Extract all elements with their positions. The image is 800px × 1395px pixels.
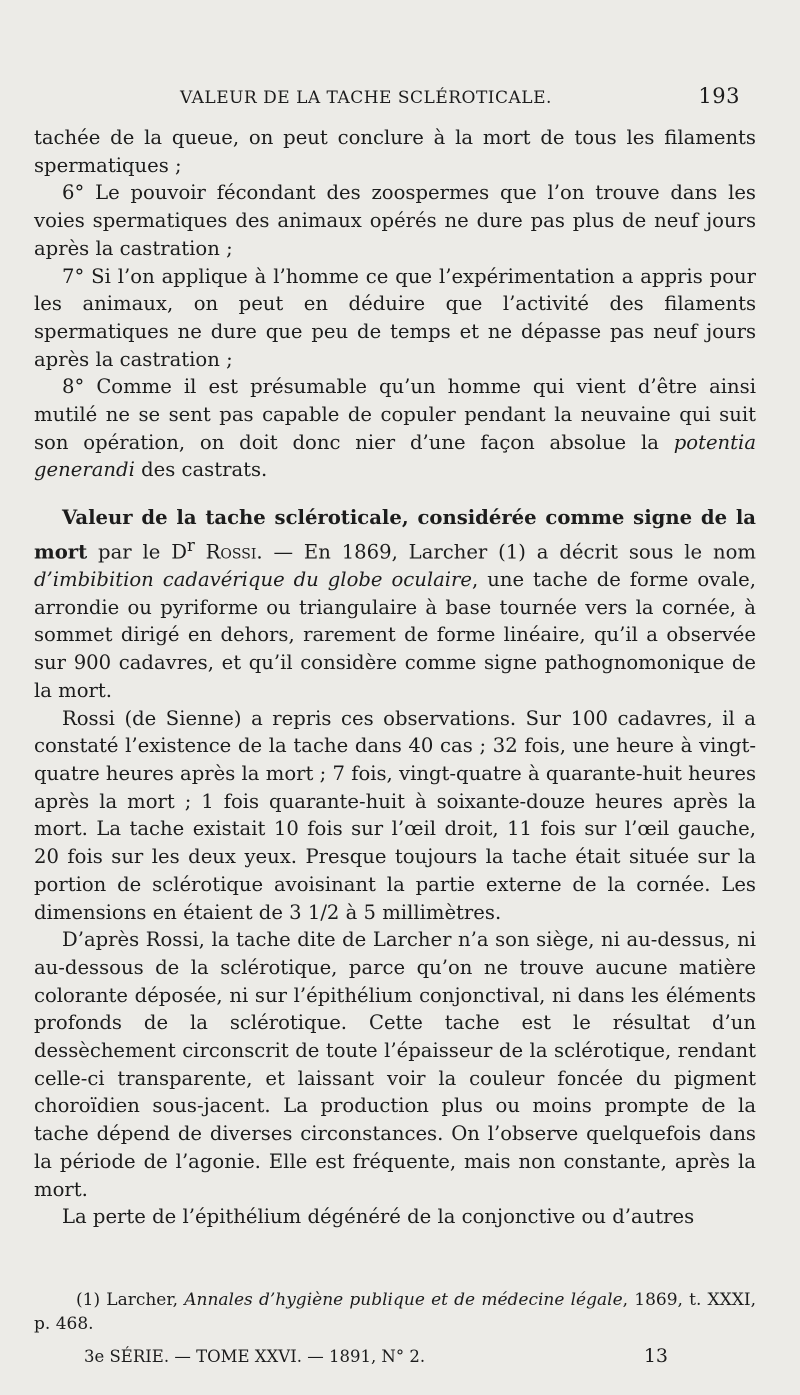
paragraph-8: La perte de l’épithélium dégénéré de la conjonctive ou d’autres: [62, 1205, 695, 1229]
paragraph-5-italic: d’imbibition cadavérique du globe oculaire: [34, 568, 473, 592]
running-title: VALEUR DE LA TACHE SCLÉROTICALE.: [180, 88, 552, 108]
footnote-text-a: (1) Larcher,: [76, 1290, 185, 1310]
paragraph-4: [34, 373, 756, 484]
footnote-italic: Annales d’hygiène publique et de médecine légale: [184, 1290, 623, 1310]
signature-mark: 13: [643, 1345, 668, 1367]
paragraph-5-sup: r: [186, 535, 195, 555]
paragraph-4-text-a: 8° Comme il est présumable qu’un homme qui vient d’être ainsi mutilé ne se sent pas capable de copuler pendant la neuvaine qui suit son opération, on doit donc nier d’une façon absolue la: [34, 375, 756, 454]
paragraph-5-text-a: par le D: [87, 540, 187, 564]
paragraph-5: [34, 504, 756, 704]
paragraph-2: 6° Le pouvoir fécondant des zoospermes que l’on trouve dans les voies spermatiques des animaux opérés ne dure pas plus de neuf jours après la castration ;: [34, 181, 756, 260]
page-number: 193: [698, 84, 740, 108]
footnote-text-b: , 1869, t. XXXI, p. 468.: [34, 1290, 756, 1334]
paragraph-5-text-b: . — En 1869, Larcher (1) a décrit sous le nom: [256, 540, 756, 564]
series-line: 3e SÉRIE. — TOME XXVI. — 1891, N° 2.: [84, 1347, 426, 1366]
paragraph-4-italic: potentia generandi: [34, 430, 756, 482]
page-header: [180, 84, 740, 114]
paragraph-1: tachée de la queue, on peut conclure à la mort de tous les filaments spermatiques ;: [34, 126, 756, 177]
paragraph-6: Rossi (de Sienne) a repris ces observations. Sur 100 cadavres, il a constaté l’existence de la tache dans 40 cas ; 32 fois, une heure à vingt-quatre heures après la mort ; 7 fois, vingt-quatre à quarante-huit heures après la mort ; 1 fois quarante-huit à soixante-douze heures après la mort. La tache existait 10 fois sur l’œil droit, 11 fois sur l’œil gauche, 20 fois sur les deux yeux. Presque toujours la tache était située sur la portion de sclérotique avoisinant la partie externe de la cornée. Les dimensions en étaient de 3 1/2 à 5 millimètres.: [34, 706, 756, 924]
body-text: [34, 124, 756, 1231]
section-heading: Valeur de la tache scléroticale, considérée comme signe de la mort: [34, 506, 756, 564]
paragraph-5-text-c: , une tache de forme ovale, arrondie ou pyriforme ou triangulaire à base tournée vers la cornée, à sommet dirigé en dehors, rarement de forme linéaire, qu’il a observée sur 900 cadavres, et qu’il considère comme signe pathognomonique de la mort.: [34, 568, 756, 702]
paragraph-4-text-b: des castrats.: [134, 458, 268, 482]
footnote: [34, 1288, 756, 1336]
author-name: Rossi: [194, 540, 257, 564]
page-footer: [84, 1345, 668, 1371]
paragraph-3: 7° Si l’on applique à l’homme ce que l’expérimentation a appris pour les animaux, on peut en déduire que l’activité des filaments spermatiques ne dure que peu de temps et ne dépasse pas neuf jours après la castration ;: [34, 264, 756, 371]
paragraph-7: D’après Rossi, la tache dite de Larcher n’a son siège, ni au-dessus, ni au-dessous de la sclérotique, parce qu’on ne trouve aucune matière colorante déposée, ni sur l’épithélium conjonctival, ni dans les éléments profonds de la sclérotique. Cette tache est le résultat d’un dessèchement circonscrit de toute l’épaisseur de la sclérotique, rendant celle-ci transparente, et laissant voir la couleur foncée du pigment choroïdien sous-jacent. La production plus ou moins prompte de la tache dépend de diverses circonstances. On l’observe quelquefois dans la période de l’agonie. Elle est fréquente, mais non constante, après la mort.: [34, 928, 756, 1201]
